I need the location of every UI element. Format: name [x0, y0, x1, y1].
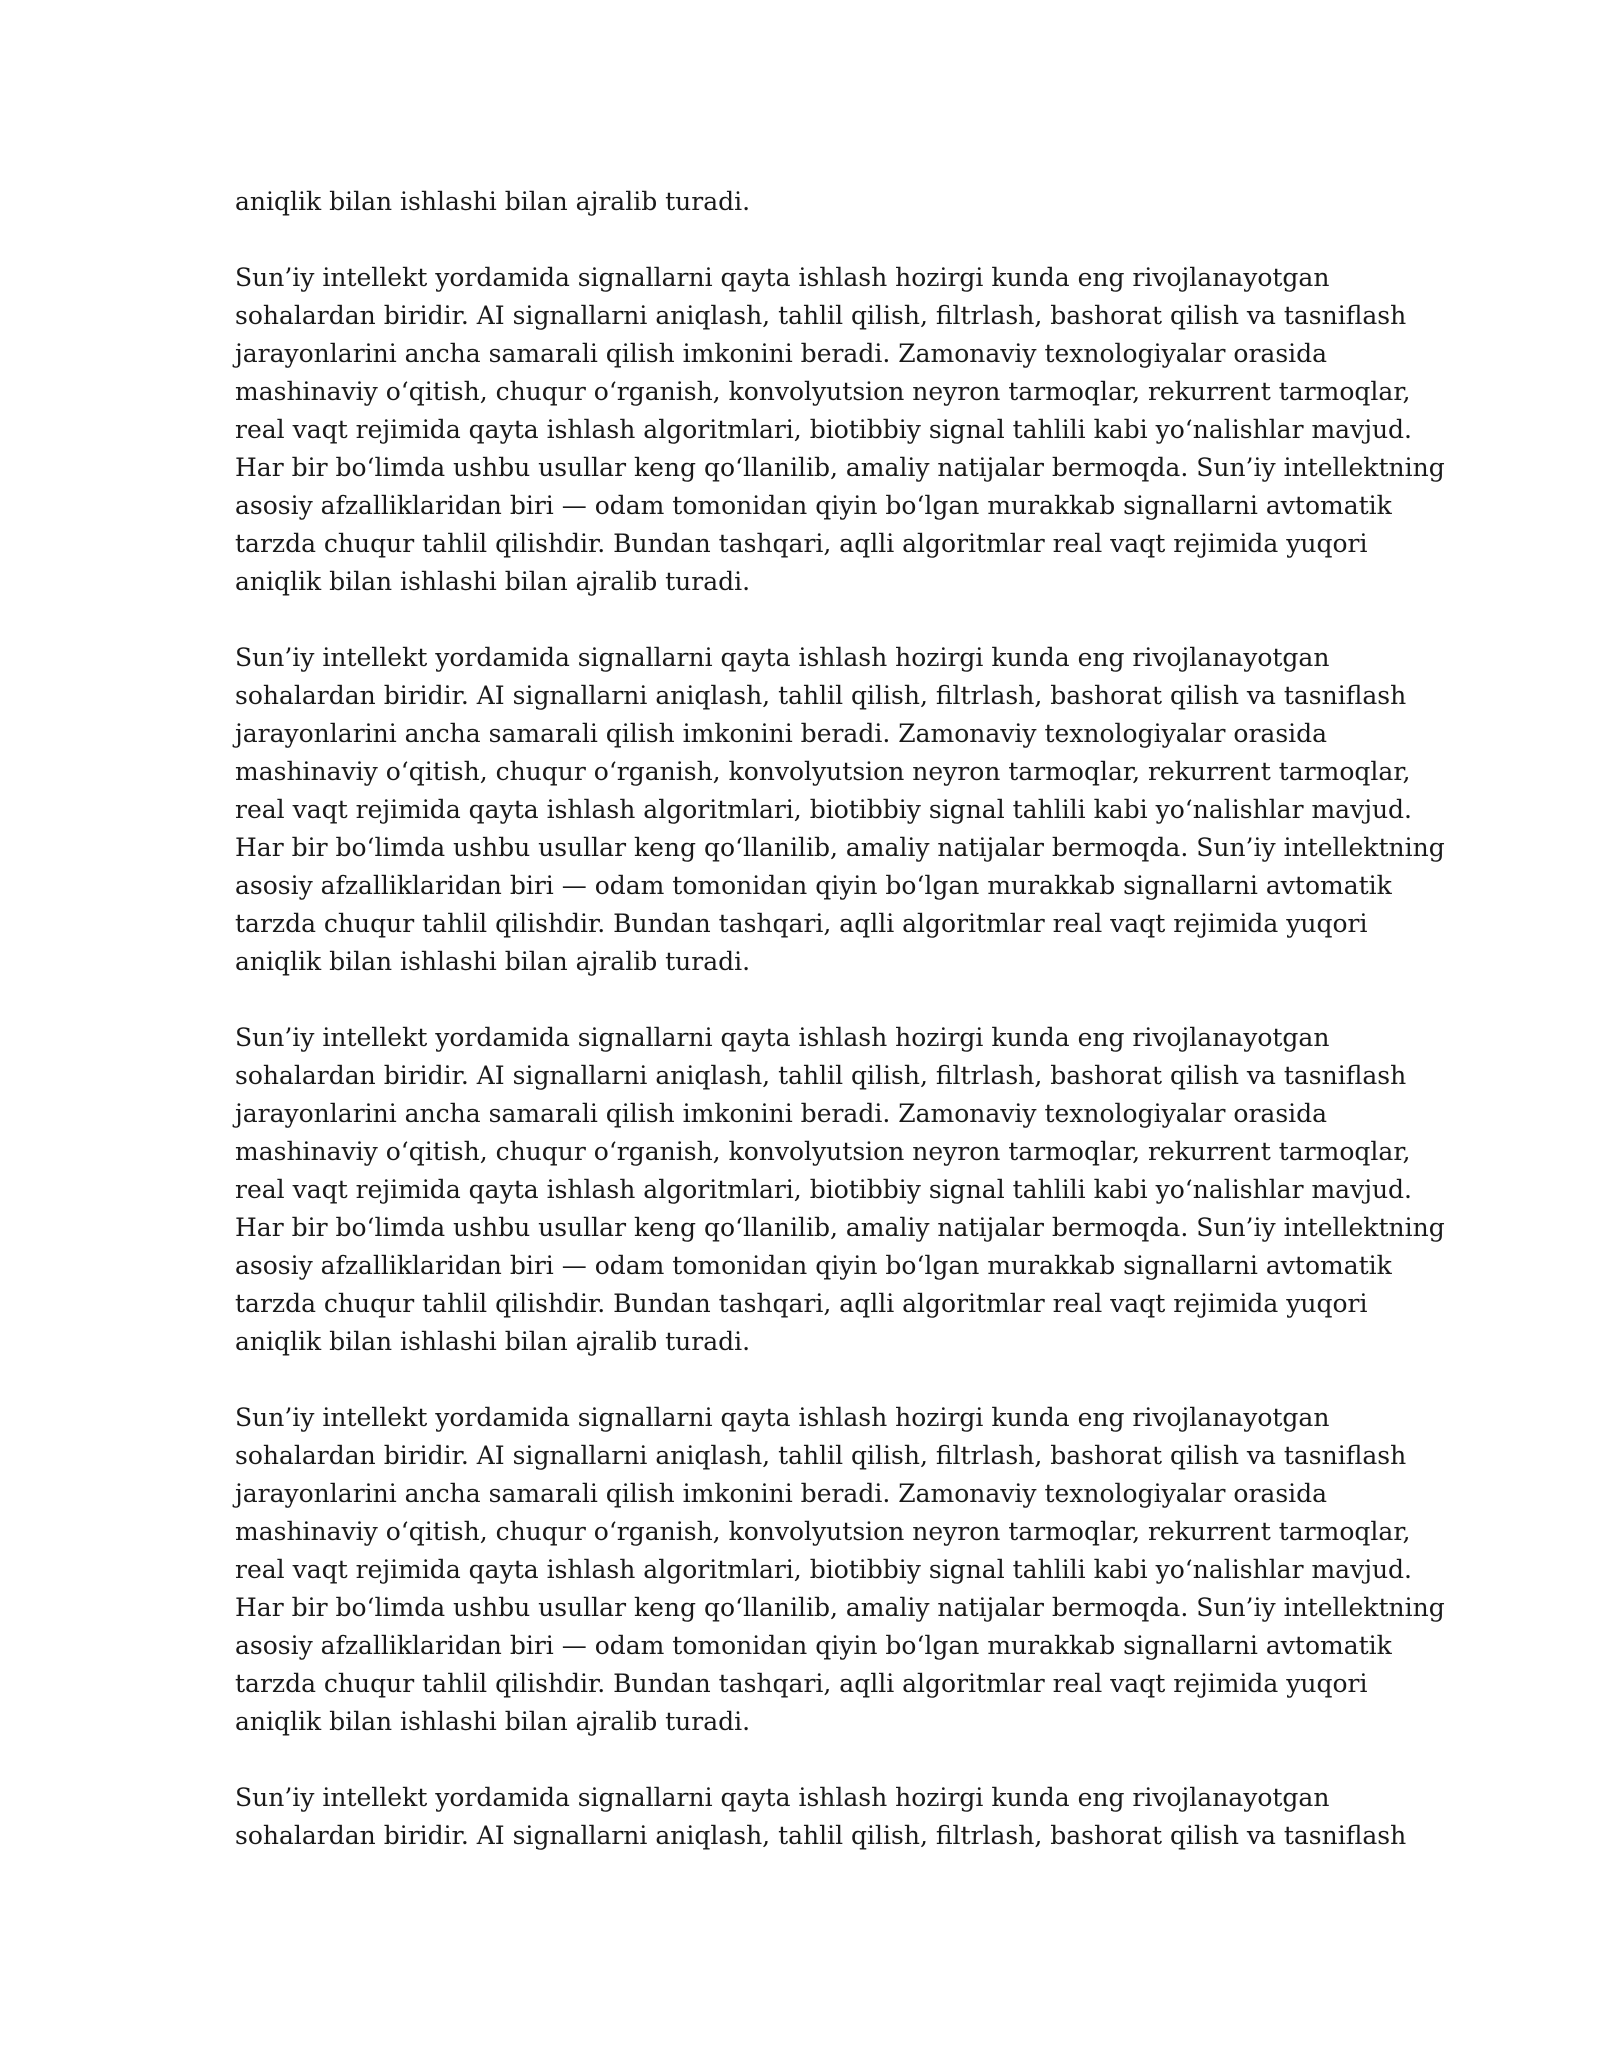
text-line: tarzda chuqur tahlil qilishdir. Bundan tashqari, aqlli algoritmlar real vaqt rejimida yuqori: [235, 909, 1368, 938]
text-line: sohalardan biridir. AI signallarni aniqlash, tahlil qilish, filtrlash, bashorat qilish va tasniflash: [235, 1821, 1407, 1850]
text-line: tarzda chuqur tahlil qilishdir. Bundan tashqari, aqlli algoritmlar real vaqt rejimida yuqori: [235, 1289, 1368, 1318]
text-line: real vaqt rejimida qayta ishlash algoritmlari, biotibbiy signal tahlili kabi yoʻnalishlar mavjud.: [235, 1555, 1413, 1584]
paragraph-3: [235, 639, 1445, 981]
text-line: mashinaviy oʻqitish, chuqur oʻrganish, konvolyutsion neyron tarmoqlar, rekurrent tarmoqlar,: [235, 1517, 1411, 1546]
paragraph-2: [235, 259, 1445, 601]
text-line: aniqlik bilan ishlashi bilan ajralib turadi.: [235, 1327, 751, 1356]
text-line: aniqlik bilan ishlashi bilan ajralib turadi.: [235, 567, 751, 596]
text-line: asosiy afzalliklaridan biri — odam tomonidan qiyin boʻlgan murakkab signallarni avtomatik: [235, 1631, 1392, 1660]
text-line: Sun’iy intellekt yordamida signallarni qayta ishlash hozirgi kunda eng rivojlanayotgan: [235, 263, 1330, 292]
text-line: sohalardan biridir. AI signallarni aniqlash, tahlil qilish, filtrlash, bashorat qilish va tasniflash: [235, 681, 1407, 710]
text-line: tarzda chuqur tahlil qilishdir. Bundan tashqari, aqlli algoritmlar real vaqt rejimida yuqori: [235, 529, 1368, 558]
text-line: tarzda chuqur tahlil qilishdir. Bundan tashqari, aqlli algoritmlar real vaqt rejimida yuqori: [235, 1669, 1368, 1698]
text-line: aniqlik bilan ishlashi bilan ajralib turadi.: [235, 1707, 751, 1736]
text-line: Har bir boʻlimda ushbu usullar keng qoʻllanilib, amaliy natijalar bermoqda. Sun’iy intellektning: [235, 833, 1445, 862]
text-line: Har bir boʻlimda ushbu usullar keng qoʻllanilib, amaliy natijalar bermoqda. Sun’iy intellektning: [235, 453, 1445, 482]
text-line: asosiy afzalliklaridan biri — odam tomonidan qiyin boʻlgan murakkab signallarni avtomatik: [235, 1251, 1392, 1280]
paragraph-4: [235, 1019, 1445, 1361]
text-line: jarayonlarini ancha samarali qilish imkonini beradi. Zamonaviy texnologiyalar orasida: [235, 339, 1328, 368]
text-line: aniqlik bilan ishlashi bilan ajralib turadi.: [235, 947, 751, 976]
text-line: mashinaviy oʻqitish, chuqur oʻrganish, konvolyutsion neyron tarmoqlar, rekurrent tarmoqlar,: [235, 757, 1411, 786]
text-line: mashinaviy oʻqitish, chuqur oʻrganish, konvolyutsion neyron tarmoqlar, rekurrent tarmoqlar,: [235, 1137, 1411, 1166]
text-line: Har bir boʻlimda ushbu usullar keng qoʻllanilib, amaliy natijalar bermoqda. Sun’iy intellektning: [235, 1213, 1445, 1242]
paragraph-6: [235, 1779, 1407, 1855]
text-line: asosiy afzalliklaridan biri — odam tomonidan qiyin boʻlgan murakkab signallarni avtomatik: [235, 491, 1392, 520]
text-line: mashinaviy oʻqitish, chuqur oʻrganish, konvolyutsion neyron tarmoqlar, rekurrent tarmoqlar,: [235, 377, 1411, 406]
text-line: real vaqt rejimida qayta ishlash algoritmlari, biotibbiy signal tahlili kabi yoʻnalishlar mavjud.: [235, 795, 1413, 824]
text-line: Sun’iy intellekt yordamida signallarni qayta ishlash hozirgi kunda eng rivojlanayotgan: [235, 643, 1330, 672]
paragraph-1: [235, 183, 1385, 221]
text-line: jarayonlarini ancha samarali qilish imkonini beradi. Zamonaviy texnologiyalar orasida: [235, 1099, 1328, 1128]
text-line: real vaqt rejimida qayta ishlash algoritmlari, biotibbiy signal tahlili kabi yoʻnalishlar mavjud.: [235, 415, 1413, 444]
text-line: jarayonlarini ancha samarali qilish imkonini beradi. Zamonaviy texnologiyalar orasida: [235, 1479, 1328, 1508]
text-line: sohalardan biridir. AI signallarni aniqlash, tahlil qilish, filtrlash, bashorat qilish va tasniflash: [235, 301, 1407, 330]
text-line: real vaqt rejimida qayta ishlash algoritmlari, biotibbiy signal tahlili kabi yoʻnalishlar mavjud.: [235, 1175, 1413, 1204]
text-line: sohalardan biridir. AI signallarni aniqlash, tahlil qilish, filtrlash, bashorat qilish va tasniflash: [235, 1441, 1407, 1470]
document-body: [235, 183, 1445, 1855]
text-line: aniqlik bilan ishlashi bilan ajralib turadi.: [235, 187, 751, 216]
text-line: Sun’iy intellekt yordamida signallarni qayta ishlash hozirgi kunda eng rivojlanayotgan: [235, 1403, 1330, 1432]
text-line: Sun’iy intellekt yordamida signallarni qayta ishlash hozirgi kunda eng rivojlanayotgan: [235, 1783, 1330, 1812]
text-line: Har bir boʻlimda ushbu usullar keng qoʻllanilib, amaliy natijalar bermoqda. Sun’iy intellektning: [235, 1593, 1445, 1622]
text-line: jarayonlarini ancha samarali qilish imkonini beradi. Zamonaviy texnologiyalar orasida: [235, 719, 1328, 748]
text-line: sohalardan biridir. AI signallarni aniqlash, tahlil qilish, filtrlash, bashorat qilish va tasniflash: [235, 1061, 1407, 1090]
text-line: asosiy afzalliklaridan biri — odam tomonidan qiyin boʻlgan murakkab signallarni avtomatik: [235, 871, 1392, 900]
paragraph-5: [235, 1399, 1445, 1741]
text-line: Sun’iy intellekt yordamida signallarni qayta ishlash hozirgi kunda eng rivojlanayotgan: [235, 1023, 1330, 1052]
